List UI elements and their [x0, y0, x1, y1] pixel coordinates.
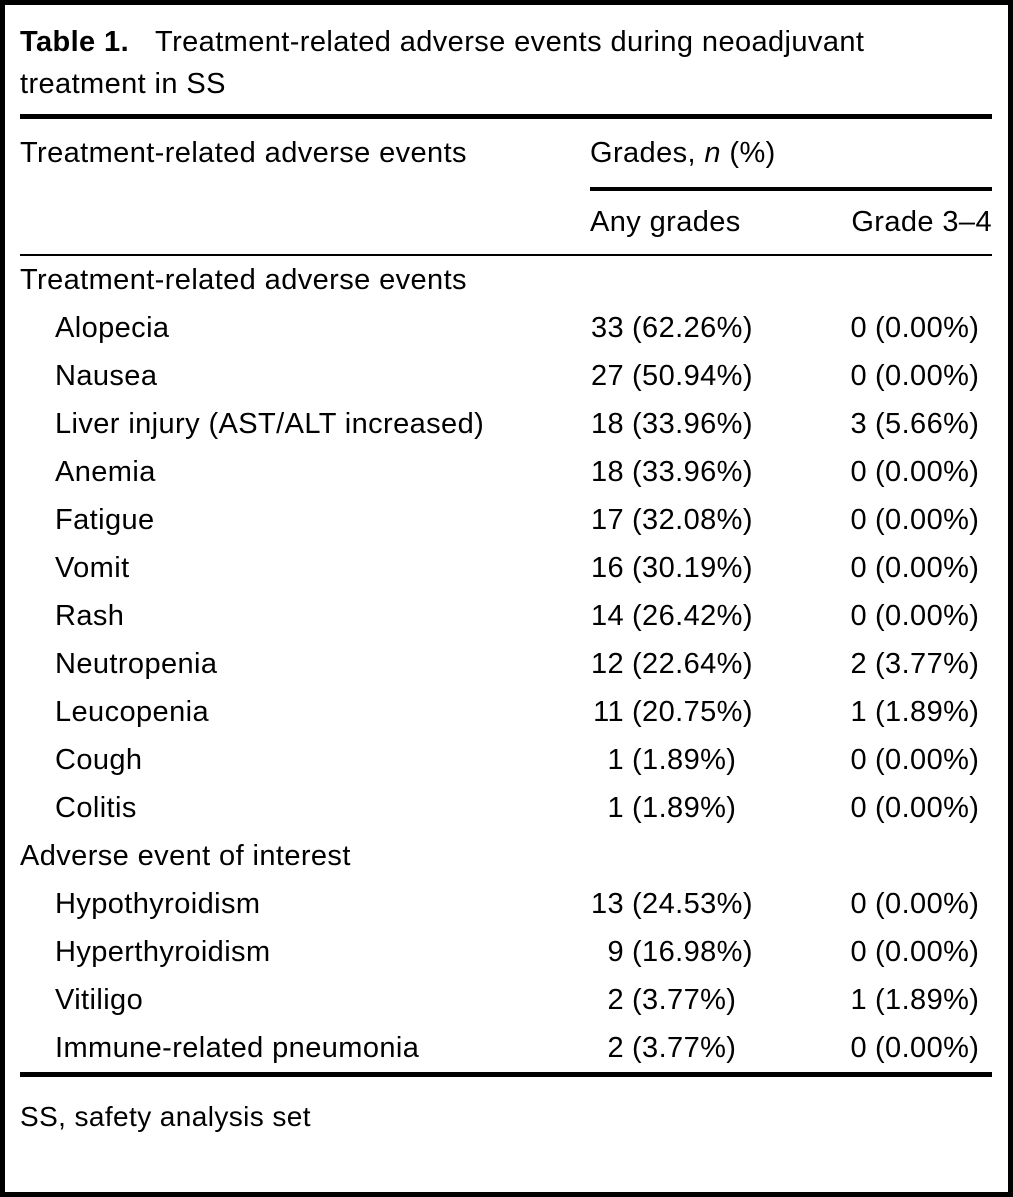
table-row — [20, 544, 992, 592]
any-grades-count: 9 — [607, 935, 624, 968]
row-label: Vitiligo — [55, 983, 144, 1016]
any-grades-cell — [590, 1032, 845, 1065]
group-header-n-italic: n — [704, 136, 721, 169]
row-label: Liver injury (AST/ALT increased) — [55, 407, 485, 440]
grade-3-4-count: 0 — [850, 551, 867, 584]
grade-3-4-cell — [845, 744, 992, 777]
row-label: Hyperthyroidism — [55, 935, 271, 968]
grade-3-4-cell — [845, 600, 992, 633]
column-header-any-grades: Any grades — [590, 206, 741, 238]
grade-3-4-cell — [845, 456, 992, 489]
grade-3-4-count: 0 — [850, 1031, 867, 1064]
table-row — [20, 640, 992, 688]
table-title: Treatment-related adverse events during neoadjuvant treatment in SS — [20, 26, 865, 100]
row-label: Fatigue — [55, 503, 155, 536]
any-grades-percent: (1.89%) — [632, 791, 737, 824]
row-label: Immune-related pneumonia — [55, 1031, 420, 1064]
grade-3-4-percent: (0.00%) — [875, 503, 980, 536]
row-label: Vomit — [55, 551, 130, 584]
grade-3-4-percent: (0.00%) — [875, 455, 980, 488]
row-label: Anemia — [55, 455, 156, 488]
any-grades-percent: (3.77%) — [632, 1031, 737, 1064]
table-row — [20, 880, 992, 928]
table-row — [20, 688, 992, 736]
any-grades-count: 16 — [590, 551, 624, 584]
table-row — [20, 928, 992, 976]
row-label: Colitis — [55, 791, 137, 824]
any-grades-percent: (30.19%) — [632, 551, 753, 584]
any-grades-cell — [590, 456, 845, 489]
grade-3-4-cell — [845, 360, 992, 393]
row-label: Rash — [55, 599, 125, 632]
column-header-grade-3-4: Grade 3–4 — [851, 206, 992, 238]
column-group-header-grades — [590, 137, 992, 170]
grade-3-4-percent: (0.00%) — [875, 935, 980, 968]
grades-subheader-rule — [590, 187, 992, 191]
any-grades-cell — [590, 744, 845, 777]
grade-3-4-percent: (0.00%) — [875, 599, 980, 632]
any-grades-percent: (26.42%) — [632, 599, 753, 632]
any-grades-cell — [590, 792, 845, 825]
table-footnote: SS, safety analysis set — [20, 1101, 311, 1132]
any-grades-count: 17 — [590, 503, 624, 536]
grade-3-4-cell — [845, 312, 992, 345]
grade-3-4-count: 0 — [850, 311, 867, 344]
grade-3-4-percent: (3.77%) — [875, 647, 980, 680]
table-body — [20, 256, 992, 1072]
any-grades-cell — [590, 648, 845, 681]
grade-3-4-count: 0 — [850, 791, 867, 824]
grade-3-4-percent: (5.66%) — [875, 407, 980, 440]
any-grades-percent: (32.08%) — [632, 503, 753, 536]
grade-3-4-cell — [845, 1032, 992, 1065]
row-label: Nausea — [55, 359, 158, 392]
any-grades-count: 11 — [593, 695, 624, 728]
any-grades-cell — [590, 408, 845, 441]
any-grades-percent: (24.53%) — [632, 887, 753, 920]
grade-3-4-count: 0 — [850, 503, 867, 536]
grade-3-4-cell — [845, 888, 992, 921]
any-grades-cell — [590, 984, 845, 1017]
table-header-row-1 — [20, 119, 992, 187]
any-grades-count: 13 — [590, 887, 624, 920]
any-grades-count: 18 — [590, 407, 624, 440]
any-grades-percent: (33.96%) — [632, 455, 753, 488]
table-row — [20, 784, 992, 832]
table-row — [20, 448, 992, 496]
grade-3-4-percent: (0.00%) — [875, 359, 980, 392]
grade-3-4-count: 0 — [850, 887, 867, 920]
any-grades-percent: (3.77%) — [632, 983, 737, 1016]
column-header-adverse-events: Treatment-related adverse events — [20, 136, 467, 169]
any-grades-cell — [590, 888, 845, 921]
section-header-label: Treatment-related adverse events — [20, 263, 467, 296]
table-row — [20, 352, 992, 400]
grade-3-4-percent: (0.00%) — [875, 887, 980, 920]
grade-3-4-cell — [845, 984, 992, 1017]
grade-3-4-percent: (0.00%) — [875, 551, 980, 584]
any-grades-percent: (1.89%) — [632, 743, 737, 776]
table-row — [20, 496, 992, 544]
row-label: Alopecia — [55, 311, 170, 344]
table-row — [20, 256, 992, 304]
any-grades-percent: (20.75%) — [632, 695, 753, 728]
any-grades-cell — [590, 504, 845, 537]
any-grades-percent: (16.98%) — [632, 935, 753, 968]
table-row — [20, 304, 992, 352]
grade-3-4-count: 2 — [850, 647, 867, 680]
table-caption — [20, 21, 965, 105]
row-label: Neutropenia — [55, 647, 218, 680]
any-grades-cell — [590, 696, 845, 729]
grade-3-4-cell — [845, 552, 992, 585]
grade-3-4-count: 0 — [850, 455, 867, 488]
row-label: Leucopenia — [55, 695, 209, 728]
any-grades-count: 1 — [607, 743, 624, 776]
grade-3-4-cell — [845, 696, 992, 729]
any-grades-count: 12 — [590, 647, 624, 680]
grade-3-4-percent: (0.00%) — [875, 743, 980, 776]
table-row — [20, 592, 992, 640]
group-header-suffix: (%) — [720, 136, 776, 169]
grade-3-4-cell — [845, 648, 992, 681]
any-grades-cell — [590, 312, 845, 345]
row-label: Hypothyroidism — [55, 887, 261, 920]
grade-3-4-cell — [845, 936, 992, 969]
grade-3-4-count: 0 — [850, 743, 867, 776]
any-grades-percent: (50.94%) — [632, 359, 753, 392]
any-grades-cell — [590, 360, 845, 393]
grade-3-4-count: 0 — [850, 359, 867, 392]
row-label: Cough — [55, 743, 143, 776]
any-grades-percent: (22.64%) — [632, 647, 753, 680]
any-grades-cell — [590, 552, 845, 585]
any-grades-count: 2 — [607, 1031, 624, 1064]
grade-3-4-percent: (1.89%) — [875, 983, 980, 1016]
any-grades-count: 2 — [607, 983, 624, 1016]
grade-3-4-cell — [845, 408, 992, 441]
any-grades-percent: (33.96%) — [632, 407, 753, 440]
grade-3-4-count: 3 — [850, 407, 867, 440]
any-grades-cell — [590, 600, 845, 633]
any-grades-percent: (62.26%) — [632, 311, 753, 344]
table-row — [20, 400, 992, 448]
grade-3-4-cell — [845, 504, 992, 537]
any-grades-count: 33 — [590, 311, 624, 344]
any-grades-count: 14 — [590, 599, 624, 632]
grade-3-4-count: 0 — [850, 599, 867, 632]
grade-3-4-percent: (0.00%) — [875, 311, 980, 344]
table-header-row-2 — [20, 191, 992, 254]
section-header-label: Adverse event of interest — [20, 839, 351, 872]
table-row — [20, 832, 992, 880]
bottom-rule — [20, 1072, 992, 1077]
any-grades-count: 27 — [590, 359, 624, 392]
grade-3-4-percent: (1.89%) — [875, 695, 980, 728]
any-grades-count: 18 — [590, 455, 624, 488]
table-row — [20, 976, 992, 1024]
grade-3-4-count: 0 — [850, 935, 867, 968]
grade-3-4-cell — [845, 792, 992, 825]
table-row — [20, 1024, 992, 1072]
group-header-prefix: Grades, — [590, 136, 705, 169]
any-grades-cell — [590, 936, 845, 969]
grade-3-4-percent: (0.00%) — [875, 1031, 980, 1064]
any-grades-count: 1 — [607, 791, 624, 824]
table-row — [20, 736, 992, 784]
table-number-label: Table 1. — [20, 26, 130, 58]
grade-3-4-percent: (0.00%) — [875, 791, 980, 824]
grade-3-4-count: 1 — [850, 695, 867, 728]
grade-3-4-count: 1 — [850, 983, 867, 1016]
